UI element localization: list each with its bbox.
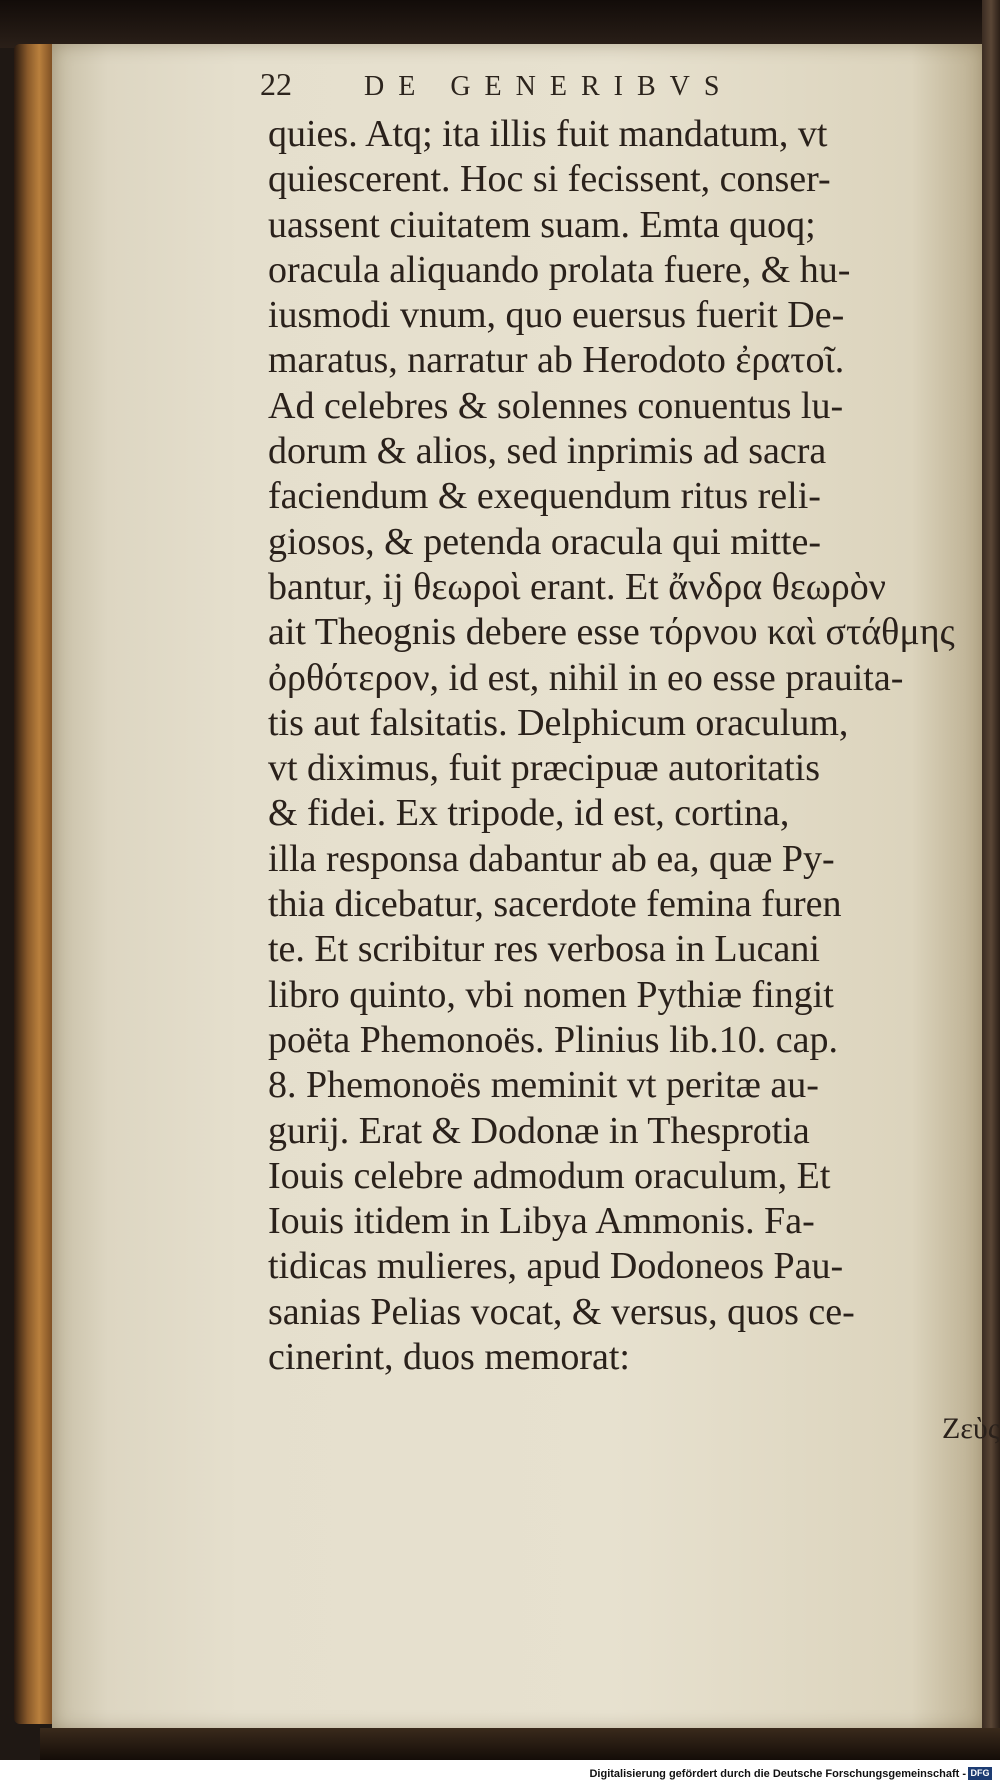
text-line: & fidei. Ex tripode, id est, cortina, xyxy=(268,792,790,835)
dfg-logo: DFG xyxy=(968,1767,992,1780)
text-line: oracula aliquando prolata fuere, & hu- xyxy=(268,248,851,291)
text-line: quies. Atq; ita illis fuit mandatum, vt xyxy=(268,113,828,155)
text-line: uassent ciuitatem suam. Emta quoq; xyxy=(268,203,816,246)
funding-credit: Digitalisierung gefördert durch die Deutsche Forschungsgemeinschaft - xyxy=(589,1768,966,1780)
body-text xyxy=(268,112,993,1380)
text-line: ait Theognis debere esse τόρνου καὶ στάθμης xyxy=(268,611,955,654)
text-line: illa responsa dabantur ab ea, quæ Py- xyxy=(268,837,835,880)
text-line: cinerint, duos memorat: xyxy=(268,1336,630,1379)
text-line: faciendum & exequendum ritus reli- xyxy=(268,475,821,518)
text-line: bantur, ij θεωροὶ erant. Et ἄνδρα θεωρὸν xyxy=(268,565,886,608)
text-line: ὀρθότερον, id est, nihil in eo esse prauita- xyxy=(268,656,904,699)
text-line: tidicas mulieres, apud Dodoneos Pau- xyxy=(268,1245,844,1288)
text-line: te. Et scribitur res verbosa in Lucani xyxy=(268,928,820,971)
text-line: gurij. Erat & Dodonæ in Thesprotia xyxy=(268,1109,810,1152)
text-line: thia dicebatur, sacerdote femina furen xyxy=(268,883,842,926)
text-line: tis aut falsitatis. Delphicum oraculum, xyxy=(268,701,849,744)
book-top-edge xyxy=(0,0,1000,48)
text-line: libro quinto, vbi nomen Pythiæ fingit xyxy=(268,973,834,1016)
text-line: maratus, narratur ab Herodoto ἐρατοῖ. xyxy=(268,339,845,382)
text-line: poëta Phemonoës. Plinius lib.10. cap. xyxy=(268,1018,838,1061)
text-line: 8. Phemonoës meminit vt peritæ au- xyxy=(268,1064,819,1107)
running-title: DE GENERIBVS xyxy=(364,71,734,102)
text-line: dorum & alios, sed inprimis ad sacra xyxy=(268,430,827,473)
page-number: 22 xyxy=(260,66,292,102)
catchword: Ζεὺς xyxy=(942,1412,1000,1445)
text-line: Iouis celebre admodum oraculum, Et xyxy=(268,1154,831,1197)
page-header xyxy=(260,66,733,100)
text-line: sanias Pelias vocat, & versus, quos ce- xyxy=(268,1290,855,1333)
text-line: iusmodi vnum, quo euersus fuerit De- xyxy=(268,294,845,337)
book-bottom-edge xyxy=(40,1728,1000,1760)
text-line: giosos, & petenda oracula qui mitte- xyxy=(268,520,821,563)
text-line: quiescerent. Hoc si fecissent, conser- xyxy=(268,158,831,201)
text-line: Ad celebres & solennes conuentus lu- xyxy=(268,384,844,427)
text-line: Iouis itidem in Libya Ammonis. Fa- xyxy=(268,1200,815,1243)
text-line: vt diximus, fuit præcipuæ autoritatis xyxy=(268,747,821,790)
footer-bar xyxy=(0,1760,1000,1788)
